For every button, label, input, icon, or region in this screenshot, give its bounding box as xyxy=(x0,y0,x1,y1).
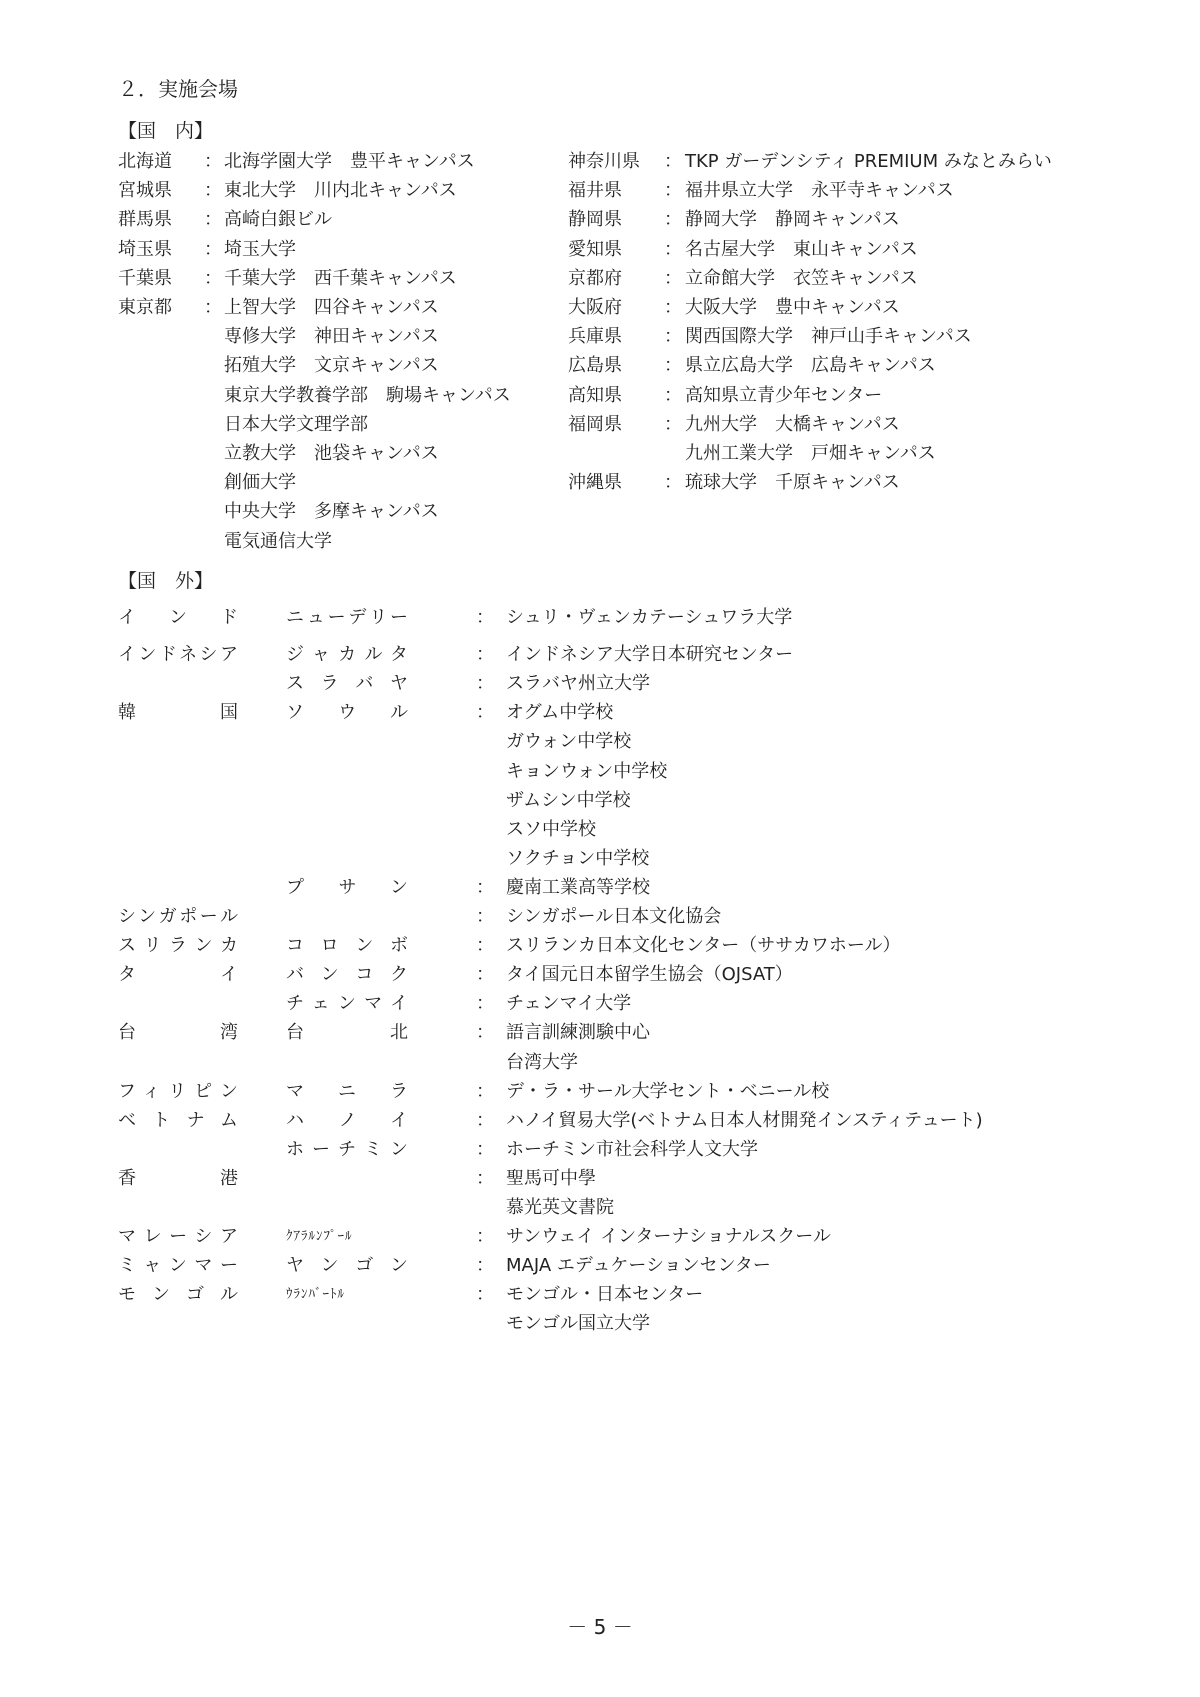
overseas-colon: ： xyxy=(476,935,494,957)
domestic-right-venue: 大阪大学 豊中キャンパス xyxy=(685,297,900,318)
overseas-venue: シュリ・ヴェンカテーシュワラ大学 xyxy=(506,607,793,628)
domestic-left-prefecture: 宮城県 xyxy=(118,180,172,202)
domestic-left-venue: 拓殖大学 文京キャンパス xyxy=(224,355,439,377)
overseas-colon: ： xyxy=(476,876,494,898)
domestic-label: 【国 内】 xyxy=(118,120,214,142)
table-row xyxy=(118,668,1018,699)
table-row xyxy=(118,602,1018,633)
domestic-left-colon: ： xyxy=(204,180,222,202)
overseas-colon: ： xyxy=(476,1022,494,1044)
overseas-city: ヤンゴン xyxy=(286,1255,408,1277)
domestic-left-prefecture: 埼玉県 xyxy=(118,238,172,260)
table-row xyxy=(118,843,1018,874)
domestic-right-colon: ： xyxy=(664,238,682,260)
table-row xyxy=(118,1192,1018,1223)
overseas-city: コロンボ xyxy=(286,935,408,957)
domestic-right-venue: 福井県立大学 永平寺キャンパス xyxy=(685,180,954,202)
domestic-right-colon: ： xyxy=(664,267,682,289)
domestic-right-colon: ： xyxy=(664,151,682,172)
overseas-colon: ： xyxy=(476,906,494,927)
table-row xyxy=(118,1163,1018,1194)
table-row xyxy=(118,1221,1018,1252)
domestic-right-venue: 高知県立青少年センター xyxy=(685,384,883,406)
domestic-right-venue: 九州大学 大橋キャンパス xyxy=(685,413,900,435)
domestic-right-venue: TKP ガーデンシティ PREMIUM みなとみらい xyxy=(685,151,1052,172)
overseas-venue: ソクチョン中学校 xyxy=(506,847,650,869)
overseas-country: 香港 xyxy=(118,1167,238,1189)
overseas-venue: オグム中学校 xyxy=(506,702,614,724)
table-row xyxy=(118,1308,1018,1339)
domestic-left-venue: 専修大学 神田キャンパス xyxy=(224,326,439,348)
domestic-left-venue: 上智大学 四谷キャンパス xyxy=(224,297,439,318)
domestic-right-venue: 琉球大学 千原キャンパス xyxy=(685,472,900,494)
domestic-right-colon: ： xyxy=(664,297,682,318)
table-row xyxy=(118,639,1018,670)
table-row xyxy=(118,756,1018,787)
domestic-left-venue: 東京大学教養学部 駒場キャンパス xyxy=(224,384,511,406)
overseas-city: ニューデリー xyxy=(286,607,408,628)
table-row xyxy=(118,697,1018,728)
overseas-city: ｳﾗﾝﾊﾞｰﾄﾙ xyxy=(286,1287,345,1303)
overseas-venue: サンウェイ インターナショナルスクール xyxy=(506,1226,831,1248)
overseas-country: マレーシア xyxy=(118,1226,238,1248)
domestic-left-venue: 東北大学 川内北キャンパス xyxy=(224,180,457,202)
domestic-right-prefecture: 高知県 xyxy=(568,384,622,406)
overseas-city: ｸｱﾗﾙﾝﾌﾟｰﾙ xyxy=(286,1229,353,1245)
overseas-colon: ： xyxy=(476,1109,494,1131)
domestic-right-venue: 立命館大学 衣笠キャンパス xyxy=(685,267,918,289)
overseas-city: バンコク xyxy=(286,964,408,986)
domestic-left-colon: ： xyxy=(204,238,222,260)
overseas-city: ソウル xyxy=(286,702,408,724)
overseas-venue: シンガポール日本文化協会 xyxy=(506,906,722,927)
page-number: － 5 － xyxy=(567,1615,633,1639)
overseas-venue: インドネシア大学日本研究センター xyxy=(506,644,794,666)
table-row xyxy=(118,814,1018,845)
overseas-country: ミャンマー xyxy=(118,1255,238,1277)
overseas-country: インドネシア xyxy=(118,644,238,666)
table-row xyxy=(118,785,1018,816)
overseas-colon: ： xyxy=(476,607,494,628)
overseas-city: マニラ xyxy=(286,1080,408,1102)
overseas-venue: スラバヤ州立大学 xyxy=(506,673,650,695)
overseas-colon: ： xyxy=(476,993,494,1015)
domestic-left-venue: 創価大学 xyxy=(224,472,296,494)
table-row xyxy=(118,1017,1018,1048)
domestic-right-venue: 九州工業大学 戸畑キャンパス xyxy=(685,443,936,464)
domestic-right-colon: ： xyxy=(664,384,682,406)
table-row xyxy=(118,930,1018,961)
overseas-colon: ： xyxy=(476,644,494,666)
section-heading: ２．実施会場 xyxy=(118,77,238,101)
overseas-city: ジャカルタ xyxy=(286,644,408,666)
table-row xyxy=(118,1134,1018,1165)
overseas-country: スリランカ xyxy=(118,935,238,957)
domestic-left-venue: 日本大学文理学部 xyxy=(224,413,368,435)
domestic-right-venue: 名古屋大学 東山キャンパス xyxy=(685,238,918,260)
overseas-colon: ： xyxy=(476,702,494,724)
domestic-right-colon: ： xyxy=(664,326,682,348)
overseas-colon: ： xyxy=(476,1080,494,1102)
overseas-country: モンゴル xyxy=(118,1284,238,1306)
overseas-city: 台北 xyxy=(286,1022,408,1044)
overseas-venue: スソ中学校 xyxy=(506,818,596,840)
domestic-left-venue: 北海学園大学 豊平キャンパス xyxy=(224,151,475,172)
domestic-right-prefecture: 福井県 xyxy=(568,180,622,202)
table-row xyxy=(118,988,1018,1019)
domestic-left-prefecture: 千葉県 xyxy=(118,267,172,289)
domestic-left-venue: 電気通信大学 xyxy=(224,530,332,552)
domestic-left-prefecture: 群馬県 xyxy=(118,209,172,231)
domestic-right-prefecture: 沖縄県 xyxy=(568,472,622,494)
overseas-venue: ハノイ貿易大学(ベトナム日本人材開発インスティテュート) xyxy=(506,1109,983,1131)
domestic-left-colon: ： xyxy=(204,267,222,289)
domestic-left-prefecture: 北海道 xyxy=(118,151,172,172)
domestic-right-prefecture: 静岡県 xyxy=(568,209,622,231)
domestic-left-venue: 千葉大学 西千葉キャンパス xyxy=(224,267,457,289)
domestic-right-prefecture: 兵庫県 xyxy=(568,326,622,348)
overseas-venue: モンゴル・日本センター xyxy=(506,1284,704,1306)
overseas-city: チェンマイ xyxy=(286,993,408,1015)
overseas-city: プサン xyxy=(286,876,408,898)
domestic-right-colon: ： xyxy=(664,209,682,231)
table-row xyxy=(118,1105,1018,1136)
domestic-right-colon: ： xyxy=(664,413,682,435)
table-row xyxy=(118,901,1018,932)
overseas-venue: ガウォン中学校 xyxy=(506,731,632,753)
overseas-colon: ： xyxy=(476,1284,494,1306)
overseas-venue: 慶南工業高等学校 xyxy=(506,876,650,898)
domestic-left-colon: ： xyxy=(204,209,222,231)
table-row xyxy=(118,959,1018,990)
overseas-country: 韓国 xyxy=(118,702,238,724)
domestic-right-colon: ： xyxy=(664,180,682,202)
overseas-colon: ： xyxy=(476,1167,494,1189)
domestic-left-venue: 中央大学 多摩キャンパス xyxy=(224,501,439,523)
overseas-venue: 慕光英文書院 xyxy=(506,1197,614,1218)
overseas-country: タイ xyxy=(118,964,238,986)
overseas-venue: モンゴル国立大学 xyxy=(506,1313,650,1335)
overseas-country: シンガポール xyxy=(118,906,238,927)
domestic-right-prefecture: 福岡県 xyxy=(568,413,622,435)
overseas-venue: ホーチミン市社会科学人文大学 xyxy=(506,1138,758,1160)
overseas-venue: 台湾大学 xyxy=(506,1051,578,1073)
overseas-venue: スリランカ日本文化センター（ササカワホール） xyxy=(506,935,901,957)
domestic-right-venue: 関西国際大学 神戸山手キャンパス xyxy=(685,326,972,348)
domestic-left-venue: 立教大学 池袋キャンパス xyxy=(224,443,439,464)
table-row xyxy=(118,726,1018,757)
overseas-venue: ザムシン中学校 xyxy=(506,789,631,811)
domestic-left-colon: ： xyxy=(204,151,222,172)
overseas-city: ホーチミン xyxy=(286,1138,408,1160)
overseas-venue: 聖馬可中學 xyxy=(506,1167,596,1189)
domestic-right-prefecture: 愛知県 xyxy=(568,238,622,260)
domestic-right-prefecture: 京都府 xyxy=(568,267,622,289)
overseas-venue: デ・ラ・サール大学セント・ベニール校 xyxy=(506,1080,830,1102)
domestic-right-prefecture: 広島県 xyxy=(568,355,622,377)
table-row xyxy=(118,1250,1018,1281)
overseas-country: ベトナム xyxy=(118,1109,238,1131)
table-row xyxy=(118,1047,1018,1078)
domestic-left-prefecture: 東京都 xyxy=(118,297,172,318)
domestic-right-venue: 県立広島大学 広島キャンパス xyxy=(685,355,936,377)
overseas-colon: ： xyxy=(476,964,494,986)
domestic-left-colon: ： xyxy=(204,297,222,318)
overseas-venue: チェンマイ大学 xyxy=(506,993,632,1015)
overseas-colon: ： xyxy=(476,1226,494,1248)
overseas-venue: タイ国元日本留学生協会（OJSAT） xyxy=(506,964,793,986)
domestic-right-venue: 静岡大学 静岡キャンパス xyxy=(685,209,900,231)
overseas-venue: キョンウォン中学校 xyxy=(506,760,668,782)
domestic-right-prefecture: 神奈川県 xyxy=(568,151,640,172)
overseas-colon: ： xyxy=(476,673,494,695)
domestic-right-colon: ： xyxy=(664,472,682,494)
overseas-colon: ： xyxy=(476,1255,494,1277)
overseas-venue: 語言訓練測験中心 xyxy=(506,1022,650,1044)
table-row xyxy=(118,1076,1018,1107)
domestic-left-venue: 高崎白銀ビル xyxy=(224,209,332,231)
domestic-right-colon: ： xyxy=(664,355,682,377)
overseas-city: スラバヤ xyxy=(286,673,408,695)
overseas-city: ハノイ xyxy=(286,1109,408,1131)
overseas-country: フィリピン xyxy=(118,1080,238,1102)
domestic-left-venue: 埼玉大学 xyxy=(224,238,296,260)
overseas-country: 台湾 xyxy=(118,1022,238,1044)
overseas-colon: ： xyxy=(476,1138,494,1160)
overseas-label: 【国 外】 xyxy=(118,570,214,592)
table-row xyxy=(118,1279,1018,1310)
table-row xyxy=(118,872,1018,903)
overseas-country: インド xyxy=(118,607,238,628)
overseas-venue: MAJA エデュケーションセンター xyxy=(506,1255,771,1277)
domestic-right-prefecture: 大阪府 xyxy=(568,297,622,318)
